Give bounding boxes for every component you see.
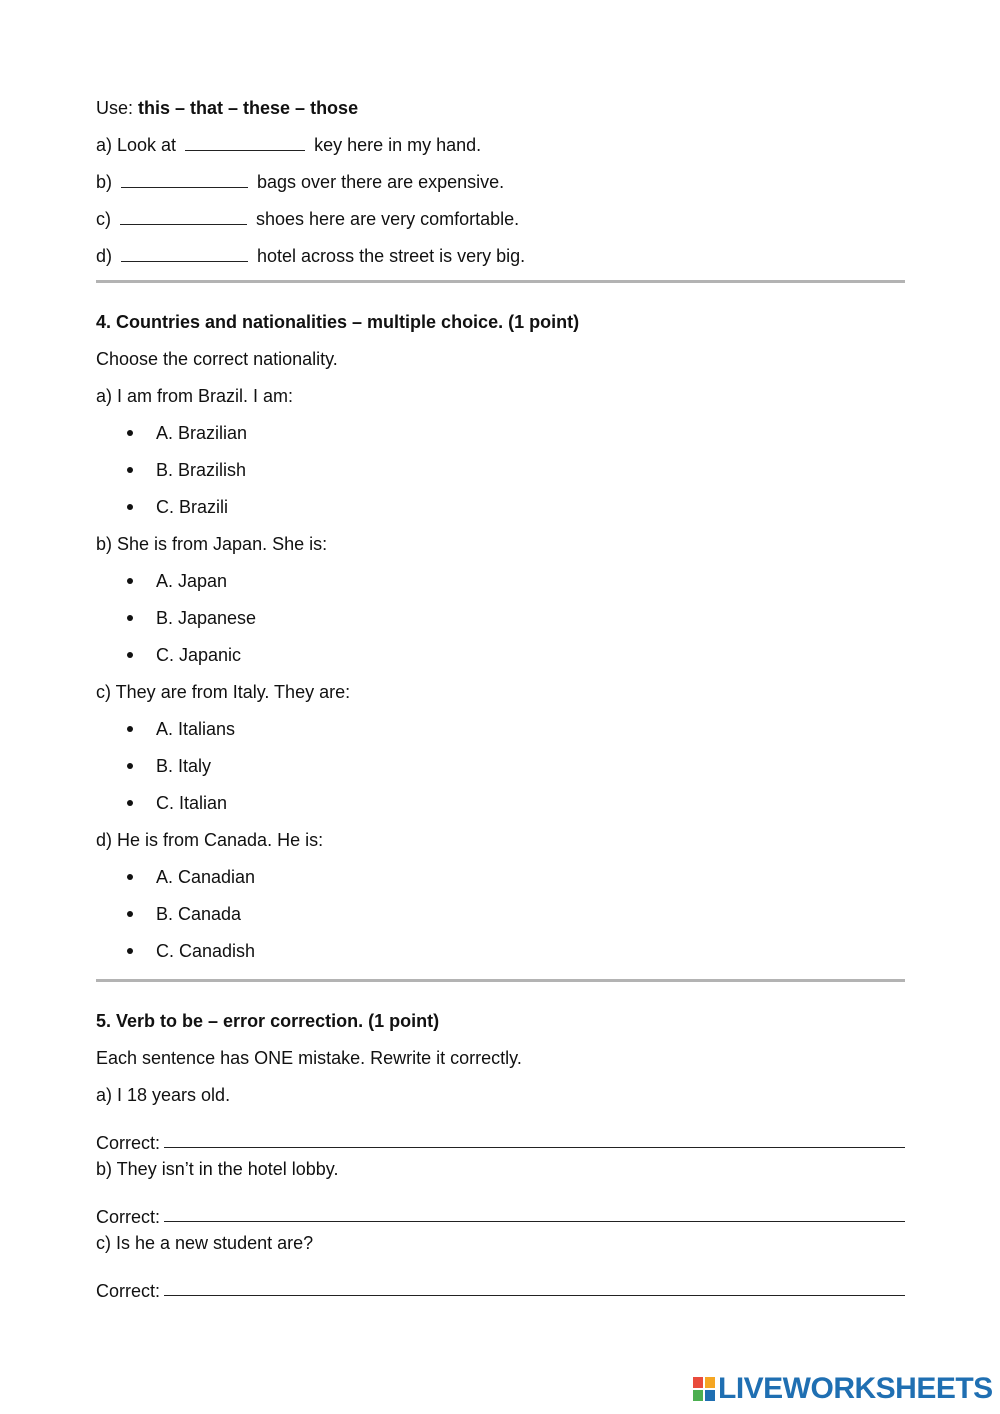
option-item[interactable] — [96, 457, 905, 494]
option-item[interactable] — [96, 790, 905, 827]
blank-field[interactable] — [121, 243, 248, 262]
error-sentence-c: c) Is he a new student are? — [96, 1233, 314, 1253]
fill-item-pre: a) Look at — [96, 135, 182, 155]
question-b: b) She is from Japan. She is: — [96, 534, 328, 554]
bullet-icon — [127, 652, 133, 658]
bullet-icon — [127, 874, 133, 880]
correct-label: Correct: — [96, 1281, 161, 1301]
bullet-icon — [127, 504, 133, 510]
blank-field[interactable] — [185, 132, 305, 151]
correct-answer-field[interactable] — [164, 1201, 905, 1222]
fill-item-pre: d) — [96, 246, 118, 266]
option-item[interactable] — [96, 420, 905, 457]
liveworksheets-logo[interactable] — [693, 1372, 993, 1406]
option-item[interactable] — [96, 716, 905, 753]
section5-instruction: Each sentence has ONE mistake. Rewrite it correctly. — [96, 1048, 522, 1068]
option-label: C. Japanic — [156, 645, 242, 665]
option-label: A. Japan — [156, 571, 228, 591]
bullet-icon — [127, 800, 133, 806]
option-item[interactable] — [96, 864, 905, 901]
fill-item-pre: b) — [96, 172, 118, 192]
question-a: a) I am from Brazil. I am: — [96, 386, 294, 406]
bullet-icon — [127, 467, 133, 473]
option-item[interactable] — [96, 568, 905, 605]
options-list-b — [96, 568, 905, 679]
section-divider — [96, 280, 905, 283]
option-item[interactable] — [96, 753, 905, 790]
bullet-icon — [127, 430, 133, 436]
bullet-icon — [127, 615, 133, 621]
option-label: B. Italy — [156, 756, 212, 776]
fill-item-post: bags over there are expensive. — [252, 172, 505, 192]
section5-title: 5. Verb to be – error correction. (1 point) — [96, 1011, 440, 1031]
option-item[interactable] — [96, 901, 905, 938]
fill-item-b — [96, 169, 905, 206]
option-item[interactable] — [96, 642, 905, 679]
bullet-icon — [127, 911, 133, 917]
fill-item-post: key here in my hand. — [309, 135, 482, 155]
option-label: B. Brazilish — [156, 460, 247, 480]
option-label: A. Canadian — [156, 867, 256, 887]
error-sentence-a: a) I 18 years old. — [96, 1085, 231, 1105]
question-d: d) He is from Canada. He is: — [96, 830, 324, 850]
bullet-icon — [127, 948, 133, 954]
logo-square — [693, 1377, 703, 1388]
correct-answer-row-b — [96, 1193, 905, 1230]
use-words: this – that – these – those — [138, 98, 359, 118]
fill-item-post: shoes here are very comfortable. — [251, 209, 520, 229]
option-item[interactable] — [96, 494, 905, 531]
error-sentence-b: b) They isn’t in the hotel lobby. — [96, 1159, 339, 1179]
logo-square — [705, 1377, 715, 1388]
correct-answer-row-a — [96, 1119, 905, 1156]
blank-field[interactable] — [121, 169, 248, 188]
section-divider — [96, 979, 905, 982]
options-list-a — [96, 420, 905, 531]
correct-answer-row-c — [96, 1267, 905, 1304]
fill-item-post: hotel across the street is very big. — [252, 246, 526, 266]
logo-square — [693, 1390, 703, 1401]
option-label: C. Brazili — [156, 497, 229, 517]
correct-answer-field[interactable] — [164, 1275, 905, 1296]
correct-label: Correct: — [96, 1207, 161, 1227]
option-label: A. Italians — [156, 719, 236, 739]
bullet-icon — [127, 726, 133, 732]
option-label: C. Canadish — [156, 941, 256, 961]
section4-title: 4. Countries and nationalities – multiple choice. (1 point) — [96, 312, 580, 332]
correct-label: Correct: — [96, 1133, 161, 1153]
worksheet-page — [96, 95, 905, 1304]
option-item[interactable] — [96, 605, 905, 642]
options-list-d — [96, 864, 905, 975]
fill-item-d — [96, 243, 905, 280]
option-label: B. Japanese — [156, 608, 257, 628]
logo-squares-icon — [693, 1377, 715, 1401]
logo-text: LIVEWORKSHEETS — [718, 1372, 993, 1405]
option-label: C. Italian — [156, 793, 228, 813]
option-label: A. Brazilian — [156, 423, 248, 443]
fill-item-pre: c) — [96, 209, 116, 229]
section4-instruction: Choose the correct nationality. — [96, 349, 338, 369]
question-c: c) They are from Italy. They are: — [96, 682, 351, 702]
logo-square — [705, 1390, 715, 1401]
correct-answer-field[interactable] — [164, 1127, 905, 1148]
option-label: B. Canada — [156, 904, 242, 924]
fill-item-a — [96, 132, 905, 169]
bullet-icon — [127, 763, 133, 769]
use-prefix: Use: — [96, 98, 139, 118]
option-item[interactable] — [96, 938, 905, 975]
blank-field[interactable] — [120, 206, 247, 225]
bullet-icon — [127, 578, 133, 584]
options-list-c — [96, 716, 905, 827]
fill-item-c — [96, 206, 905, 243]
use-words-line — [96, 95, 905, 132]
